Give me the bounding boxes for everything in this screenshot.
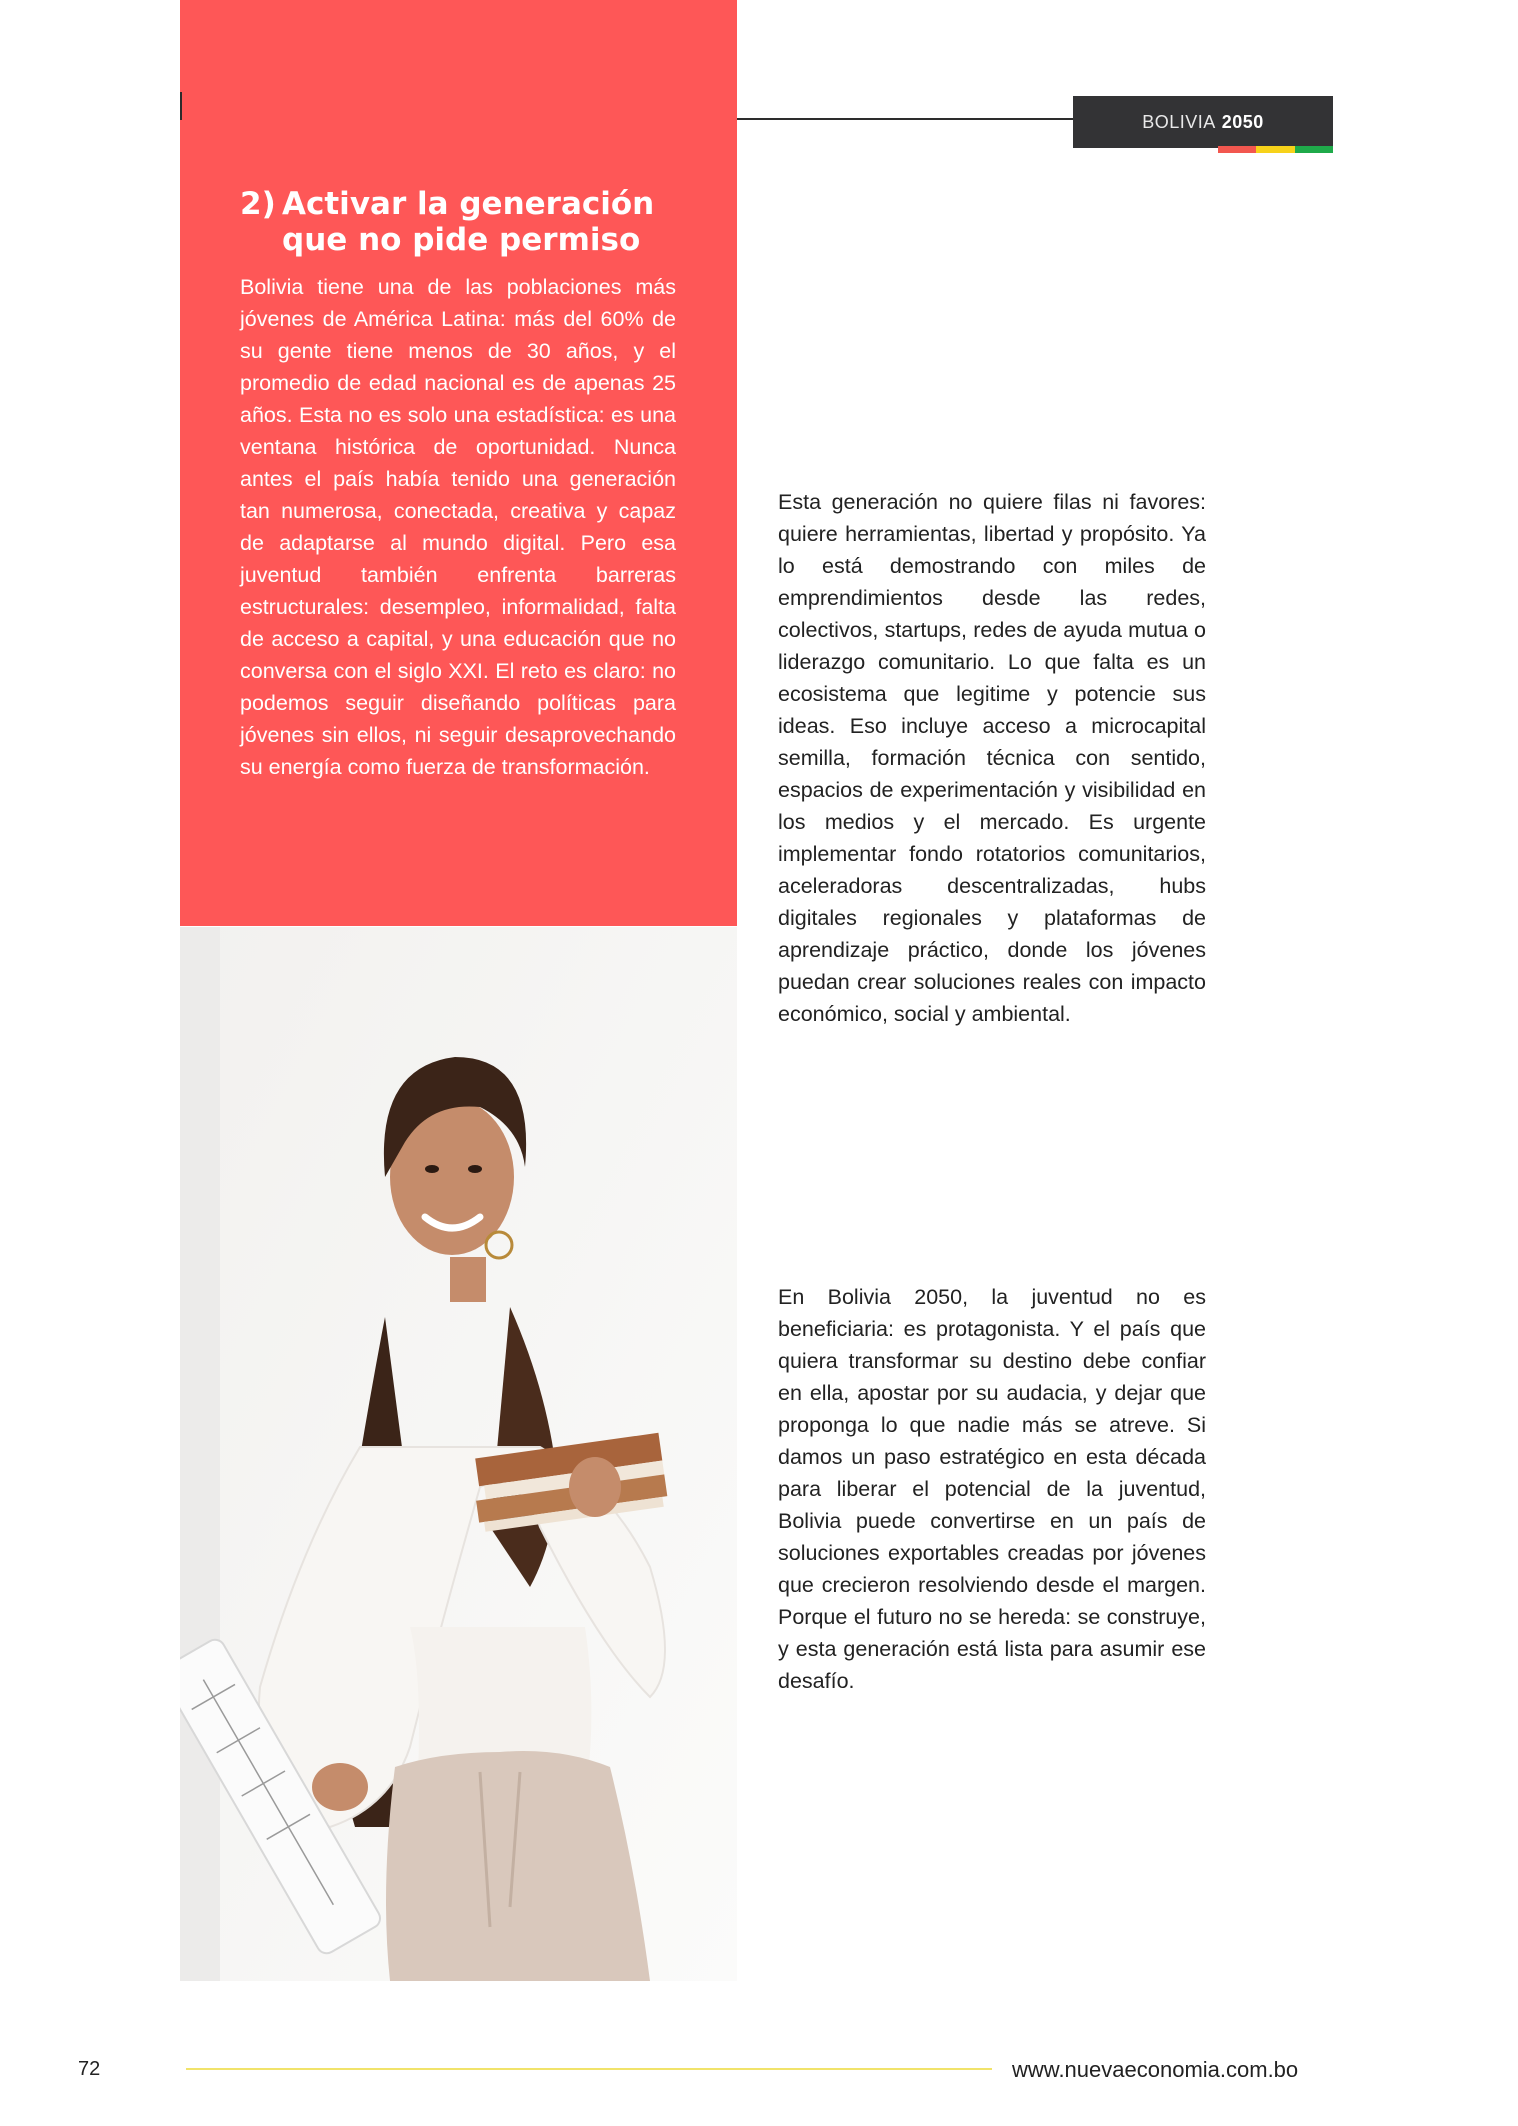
body-paragraph-2: En Bolivia 2050, la juventud no es beneficiaria: es protagonista. Y el país que quiera transformar su destino debe confiar en ella, apostar por su audacia, y dejar que proponga lo que nadie más se atreve. Si damos un paso estratégico en esta década para liberar el potencial de la juventud, Bolivia puede convertirse en un país de soluciones exportables creadas por jóvenes que crecieron resolviendo desde el margen. Porque el futuro no se hereda: se construye, y esta generación está lista para asumir ese desafío.: [778, 1285, 1206, 1693]
header-rule: [737, 118, 1073, 120]
page-number: 72: [78, 2058, 101, 2080]
section-title: [240, 186, 680, 258]
website-link[interactable]: www.nuevaeconomia.com.bo: [1012, 2057, 1299, 2082]
panel-edge-marker: [180, 92, 182, 120]
bolivia-flag-stripe: [1218, 146, 1333, 153]
title-line-1: Activar la generación: [282, 186, 655, 222]
flag-green: [1295, 146, 1333, 153]
body-paragraph-1: Esta generación no quiere filas ni favores: quiere herramientas, libertad y propósito. Ya lo está demostrando con miles de emprendimientos desde las redes, colectivos, startups, redes de ayuda mutua o liderazgo comunitario. Lo que falta es un ecosistema que legitime y potencie sus ideas. Eso incluye acceso a microcapital semilla, formación técnica con sentido, espacios de experimentación y visibilidad en los medios y el mercado. Es urgente implementar fondo rotatorios comunitarios, aceleradoras descentralizadas, hubs digitales regionales y plataformas de aprendizaje práctico, donde los jóvenes puedan crear soluciones reales con impacto económico, social y ambiental.: [778, 490, 1206, 1026]
woman-with-books-photo: [180, 927, 737, 1981]
footer-rule: [186, 2068, 992, 2070]
flag-yellow: [1256, 146, 1294, 153]
badge-prefix: BOLIVIA: [1142, 111, 1216, 132]
title-line-2: que no pide permiso: [282, 222, 641, 258]
flag-red: [1218, 146, 1256, 153]
photo-illustration: [180, 927, 737, 1981]
badge-year: 2050: [1221, 111, 1264, 132]
intro-paragraph: Bolivia tiene una de las poblaciones más jóvenes de América Latina: más del 60% de su gente tiene menos de 30 años, y el promedio de edad nacional es de apenas 25 años. Esta no es solo una estadística: es una ventana histórica de oportunidad. Nunca antes el país había tenido una generación tan numerosa, conectada, creativa y capaz de adaptarse al mundo digital. Pero esa juventud también enfrenta barreras estructurales: desempleo, informalidad, falta de acceso a capital, y una educación que no conversa con el siglo XXI. El reto es claro: no podemos seguir diseñando políticas para jóvenes sin ellos, ni seguir desaprovechando su energía como fuerza de transformación.: [240, 275, 676, 779]
section-number: 2): [240, 186, 276, 222]
publication-badge: [1073, 96, 1333, 148]
